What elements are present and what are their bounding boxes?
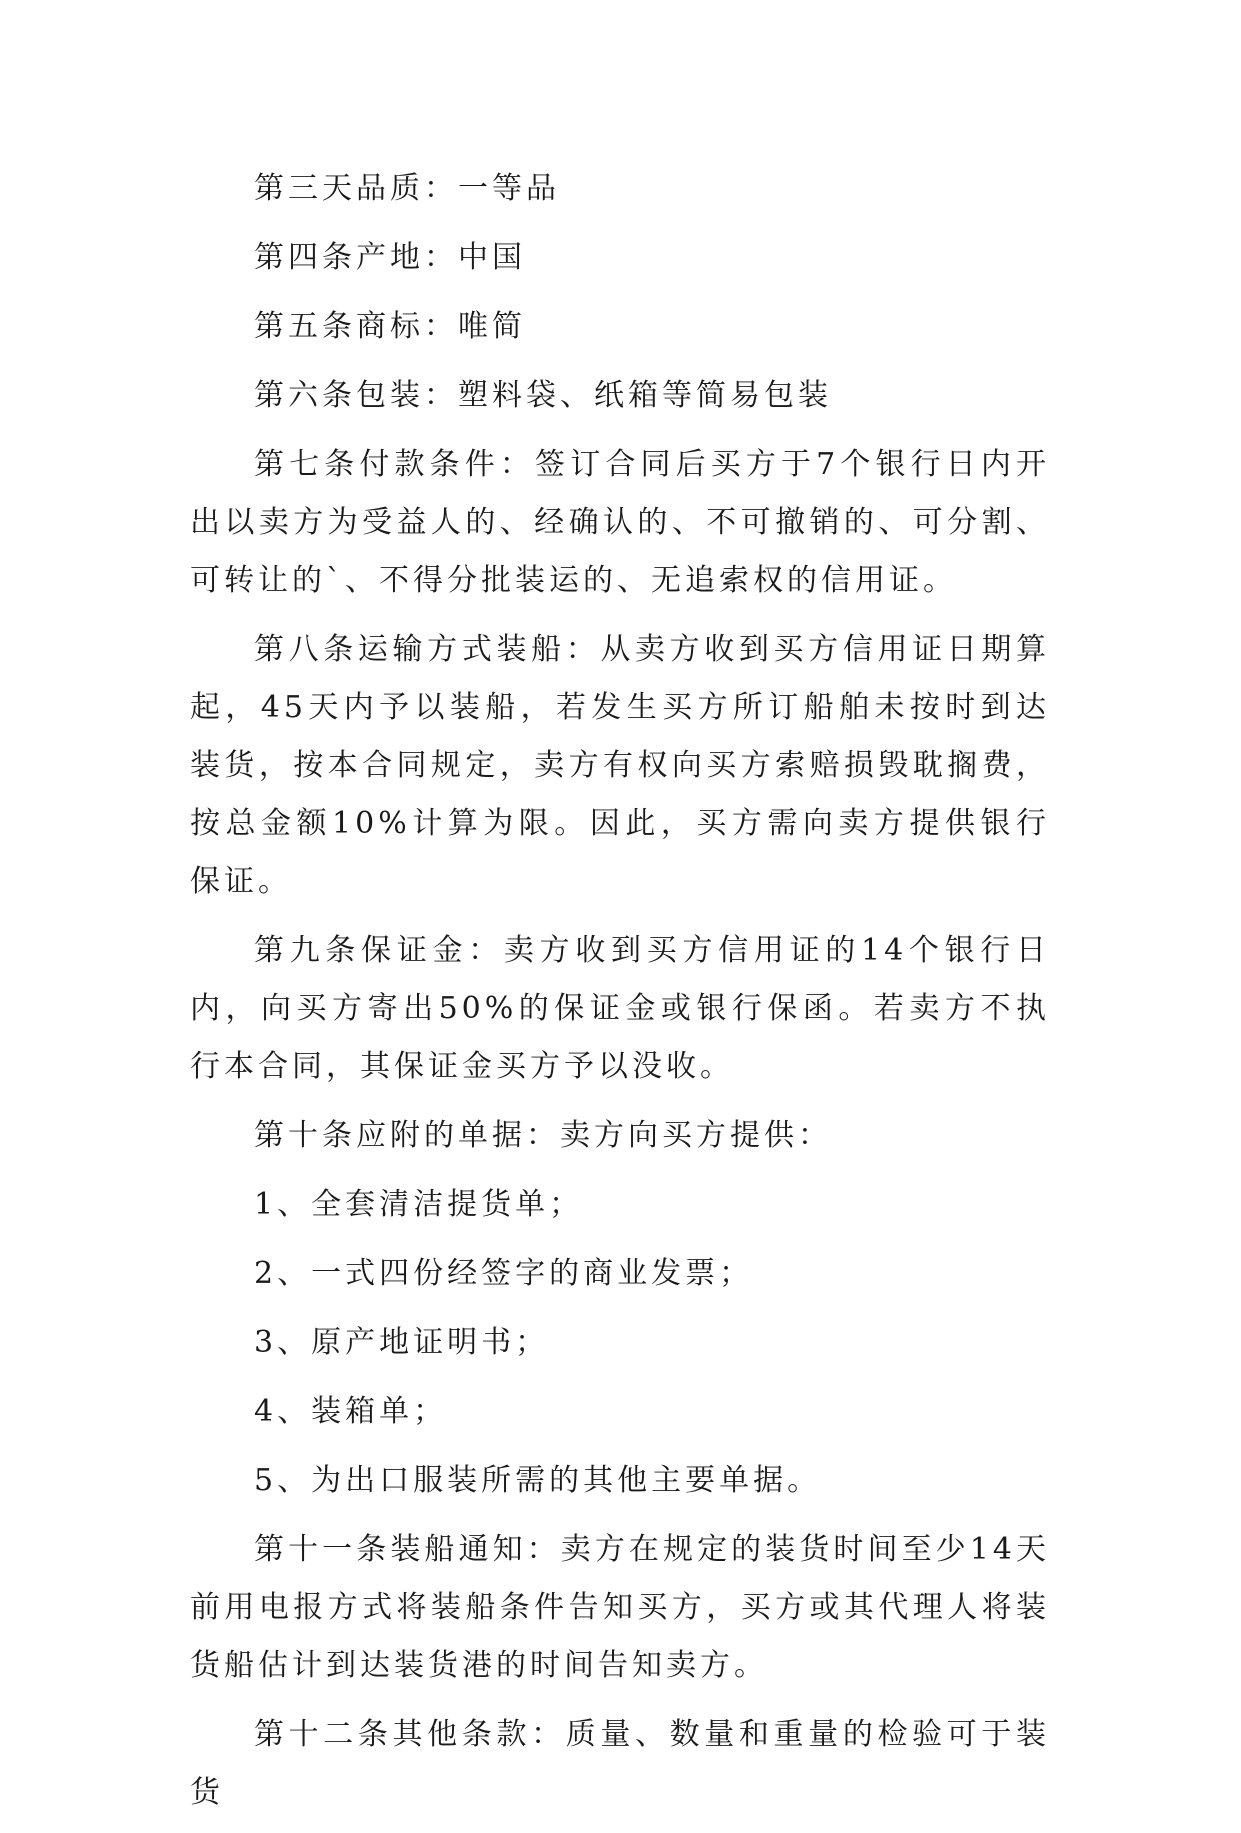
clause-quality: 第三天品质：一等品 [254,171,560,206]
document-list-item: 3、原产地证明书； [254,1325,550,1360]
document-list-item: 1、全套清洁提货单； [254,1187,584,1222]
document-list-item: 4、装箱单； [254,1394,448,1429]
clause-shipping: 第八条运输方式装船：从卖方收到买方信用证日期算起，45天内予以装船，若发生买方所订船舶未按时到达装货，按本合同规定，卖方有权向买方索赔损毁耽搁费，按总金额10%计算为限。因此，买方需向卖方提供银行保证。 [190,632,1050,899]
document-list-item: 5、为出口服装所需的其他主要单据。 [254,1463,822,1498]
clause-packaging: 第六条包装：塑料袋、纸箱等简易包装 [254,378,832,413]
clause-origin: 第四条产地：中国 [254,240,526,275]
clause-other-terms: 第十二条其他条款：质量、数量和重量的检验可于装货 [190,1717,1050,1810]
document-body [190,160,1050,1833]
clause-shipping-notice: 第十一条装船通知：卖方在规定的装货时间至少14天前用电报方式将装船条件告知买方，买方或其代理人将装货船估计到达装货港的时间告知卖方。 [190,1532,1050,1683]
document-list-item: 2、一式四份经签字的商业发票； [254,1256,754,1291]
clause-trademark: 第五条商标：唯简 [254,309,526,344]
clause-deposit: 第九条保证金：卖方收到买方信用证的14个银行日内，向买方寄出50%的保证金或银行保函。若卖方不执行本合同，其保证金买方予以没收。 [190,933,1050,1084]
clause-payment: 第七条付款条件：签订合同后买方于7个银行日内开出以卖方为受益人的、经确认的、不可撤销的、可分割、可转让的`、不得分批装运的、无追索权的信用证。 [190,447,1050,598]
clause-documents: 第十条应附的单据：卖方向买方提供： [254,1118,832,1153]
